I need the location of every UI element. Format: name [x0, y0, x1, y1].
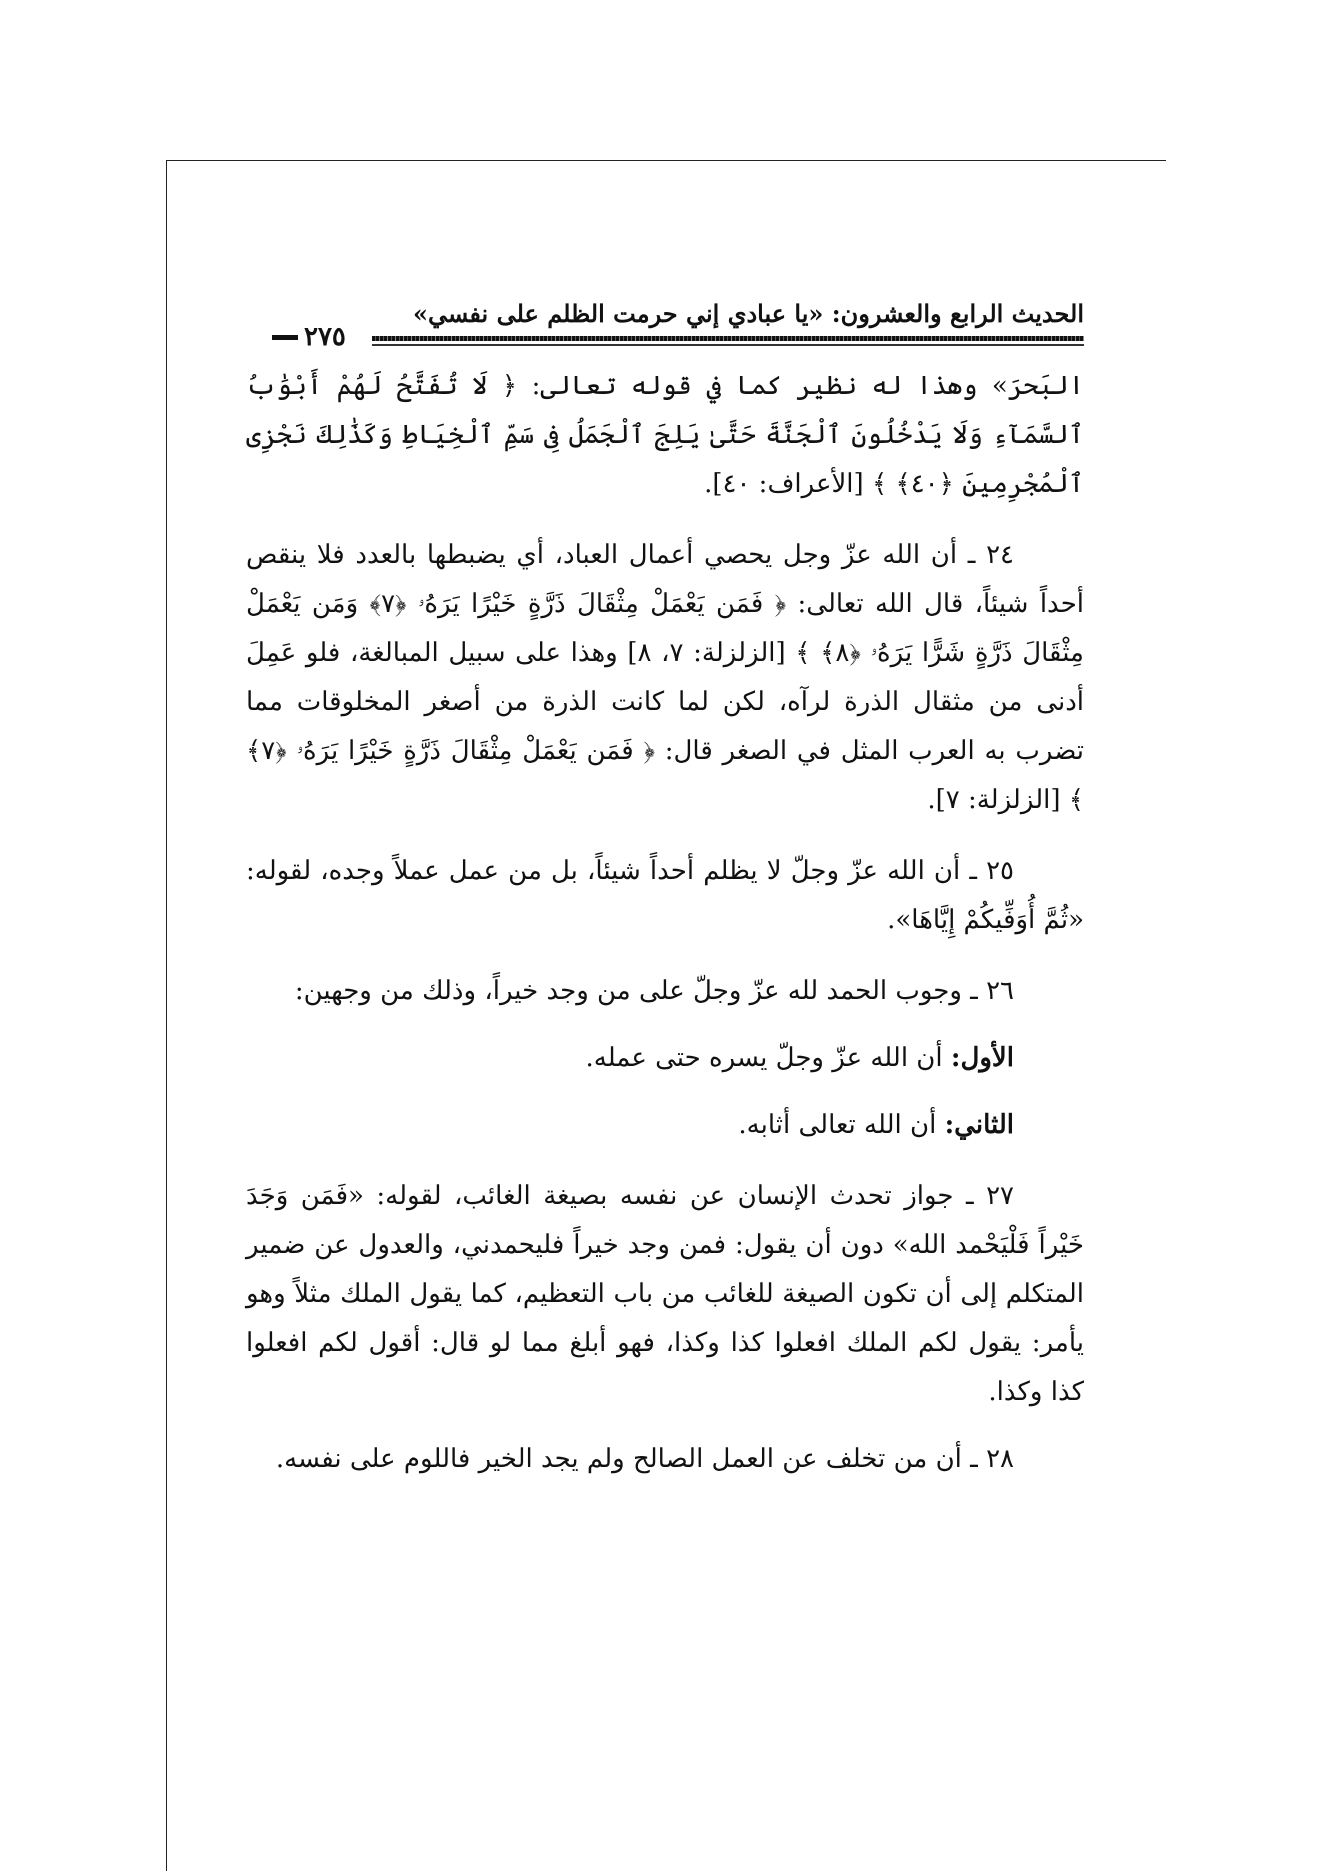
- running-header: [272, 298, 1084, 350]
- point-first-label: الأول:: [950, 1043, 1014, 1073]
- page-body: [246, 362, 1084, 1484]
- point-second-label: الثاني:: [944, 1110, 1014, 1140]
- header-rule: [372, 336, 1084, 341]
- page-number-text: ٢٧٥: [304, 322, 346, 352]
- scan-frame-left: [166, 160, 167, 1871]
- point-second-text: أن الله تعالى أثابه.: [738, 1110, 945, 1140]
- point-second: [246, 1101, 1084, 1150]
- page-number: [272, 322, 346, 352]
- paragraph-continuation: البَحرَ» وهذا له نظير كما في قوله تعالى: ﴿ لَا تُفَتَّحُ لَهُمْ أَبْوَٰبُ ٱلسَّمَآءِ وَلَا يَدْخُلُونَ ٱلْجَنَّةَ حَتَّىٰ يَلِجَ ٱلْجَمَلُ فِى سَمِّ ٱلْخِيَاطِ وَكَذَٰلِكَ نَجْزِى ٱلْمُجْرِمِينَ ﴿٤٠﴾ ﴾ [الأعراف: ٤٠].: [246, 371, 1084, 499]
- point-first-text: أن الله عزّ وجلّ يسره حتى عمله.: [585, 1043, 951, 1073]
- scan-frame-top: [166, 160, 1166, 161]
- paragraph-28: ٢٨ ـ أن من تخلف عن العمل الصالح ولم يجد الخير فاللوم على نفسه.: [275, 1444, 1014, 1474]
- paragraph-25: ٢٥ ـ أن الله عزّ وجلّ لا يظلم أحداً شيئاً، بل من عمل عملاً وجده، لقوله: «ثُمَّ أُوَفِّيكُمْ إِيَّاهَا».: [246, 856, 1084, 935]
- paragraph-27: ٢٧ ـ جواز تحدث الإنسان عن نفسه بصيغة الغائب، لقوله: «فَمَن وَجَدَ خَيْراً فَلْيَحْمد الله» دون أن يقول: فمن وجد خيراً فليحمدني، والعدول عن ضمير المتكلم إلى أن تكون الصيغة للغائب من باب التعظيم، كما يقول الملك مثلاً وهو يأمر: يقول لكم الملك افعلوا كذا وكذا، فهو أبلغ مما لو قال: أقول لكم افعلوا كذا وكذا.: [246, 1181, 1084, 1407]
- point-first: [246, 1034, 1084, 1083]
- header-rule-thin: [372, 344, 1084, 346]
- header-title: الحديث الرابع والعشرون: «يا عبادي إني حرمت الظلم على نفسي»: [412, 299, 1084, 328]
- paragraph-26: ٢٦ ـ وجوب الحمد لله عزّ وجلّ على من وجد خيراً، وذلك من وجهين:: [294, 976, 1014, 1006]
- paragraph-24: ٢٤ ـ أن الله عزّ وجل يحصي أعمال العباد، أي يضبطها بالعدد فلا ينقص أحداً شيئاً، قال الله تعالى: ﴿ فَمَن يَعْمَلْ مِثْقَالَ ذَرَّةٍ خَيْرًا يَرَهُۥ ﴿٧﴾ وَمَن يَعْمَلْ مِثْقَالَ ذَرَّةٍ شَرًّا يَرَهُۥ ﴿٨﴾ ﴾ [الزلزلة: ٧، ٨] وهذا على سبيل المبالغة، فلو عَمِلَ أدنى من مثقال الذرة لرآه، لكن لما كانت الذرة من أصغر المخلوقات مما تضرب به العرب المثل في الصغر قال: ﴿ فَمَن يَعْمَلْ مِثْقَالَ ذَرَّةٍ خَيْرًا يَرَهُۥ ﴿٧﴾ ﴾ [الزلزلة: ٧].: [246, 540, 1085, 815]
- page-number-dash: [272, 335, 298, 340]
